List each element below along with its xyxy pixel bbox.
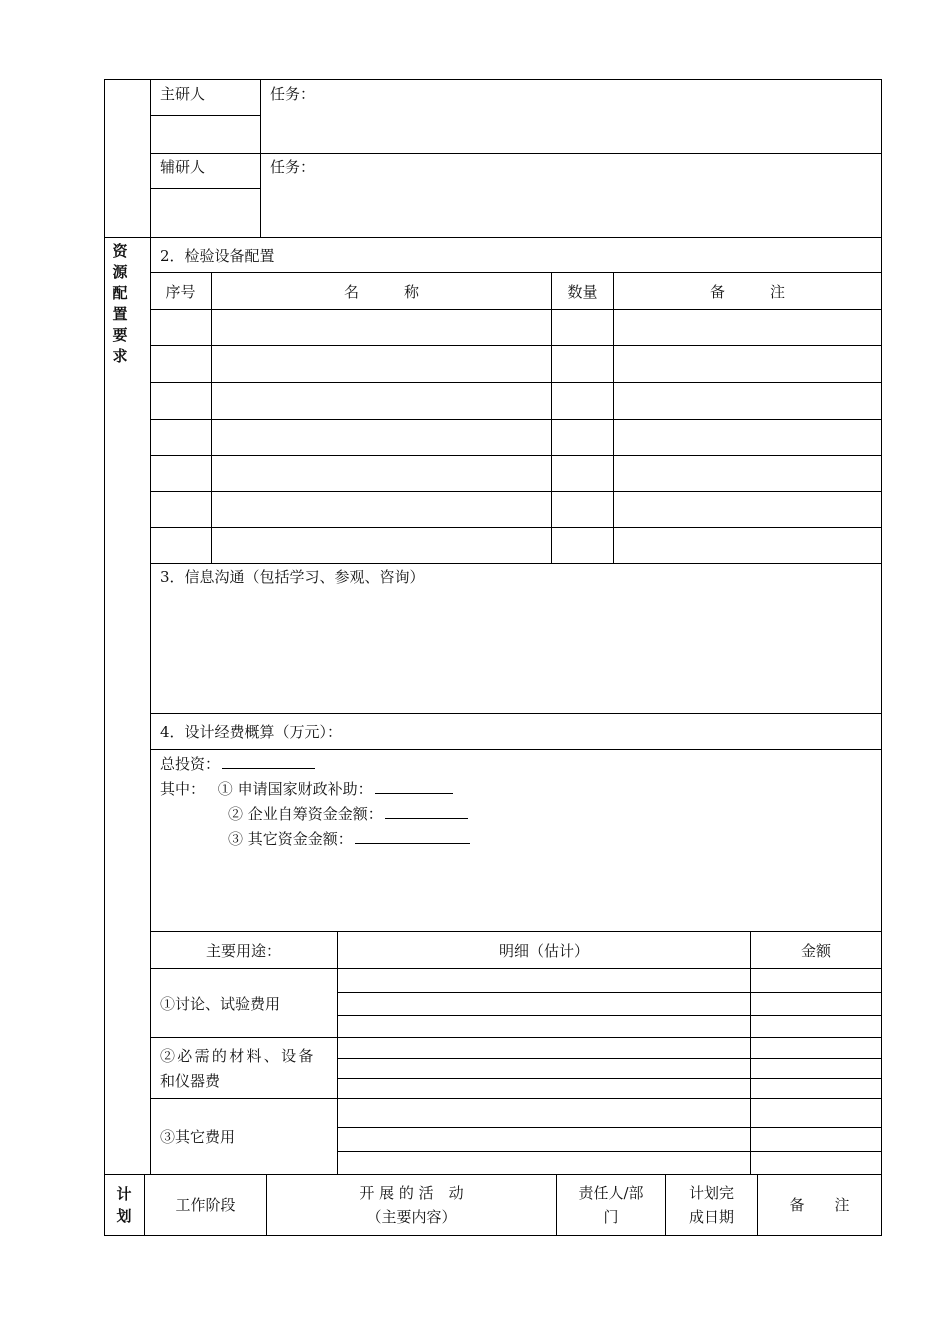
communication-bottom-line: [150, 713, 882, 714]
equipment-row-line: [150, 382, 882, 383]
side-char: 配: [112, 284, 128, 302]
plan-side-char: 计: [116, 1185, 132, 1203]
usage-row-discussion: ①讨论、试验费用: [160, 995, 281, 1013]
usage-col-divider: [337, 931, 338, 1175]
usage-header-line: [150, 968, 882, 969]
usage-top-line: [150, 931, 882, 932]
equipment-row-line: [150, 419, 882, 420]
personnel-divider: [260, 79, 261, 237]
usage-col-divider: [750, 931, 751, 1175]
equipment-header-no: 序号: [165, 283, 196, 301]
usage-group-line: [150, 1037, 882, 1038]
lead-task-label: 任务：: [270, 85, 316, 103]
resource-side-label: [110, 241, 130, 367]
lead-researcher-label: 主研人: [160, 85, 206, 103]
equipment-title-line: [150, 272, 882, 273]
equipment-header-name: 名 称: [343, 283, 419, 301]
communication-section-title: 3．信息沟通（包括学习、参观、咨询）: [160, 568, 425, 586]
equipment-col-divider: [551, 272, 552, 564]
budget-item2-line: [228, 804, 468, 823]
budget-item3-blank[interactable]: [355, 829, 470, 844]
side-char: 要: [112, 326, 128, 344]
equipment-row-line: [150, 455, 882, 456]
usage-subrow-line: [337, 1151, 882, 1152]
outer-bottom-border: [104, 1235, 882, 1236]
budget-item2-blank[interactable]: [385, 804, 468, 819]
equipment-col-divider: [613, 272, 614, 564]
budget-item1-line: [160, 779, 453, 798]
budget-item1-blank[interactable]: [375, 779, 453, 794]
outer-right-border: [881, 79, 882, 1236]
equipment-row-line: [150, 345, 882, 346]
usage-subrow-line: [337, 1015, 882, 1016]
equipment-row-line: [150, 491, 882, 492]
usage-bottom-line: [104, 1174, 882, 1175]
plan-header-note: 备 注: [789, 1196, 850, 1214]
side-char: 置: [112, 305, 128, 323]
usage-row-other: ③其它费用: [160, 1128, 236, 1146]
equipment-header-line: [150, 309, 882, 310]
equipment-header-qty: 数量: [567, 283, 598, 301]
equipment-col-divider: [211, 272, 212, 564]
equipment-header-note: 备 注: [709, 283, 785, 301]
plan-header-activity-line1: 开 展 的 活 动: [359, 1184, 464, 1202]
budget-item1-label: ① 申请国家财政补助：: [217, 780, 373, 798]
outer-top-border: [104, 79, 882, 80]
budget-total-blank[interactable]: [222, 754, 315, 769]
assist-researcher-label: 辅研人: [160, 158, 206, 176]
personnel-mid-line: [150, 153, 882, 154]
usage-header-purpose: 主要用途：: [205, 942, 281, 960]
plan-header-date-line2: 成日期: [688, 1208, 734, 1226]
side-char: 求: [112, 347, 128, 365]
budget-section-title: 4．设计经费概算（万元）：: [160, 723, 343, 741]
plan-header-activity-line2: （主要内容）: [366, 1208, 457, 1226]
assist-label-underline: [150, 188, 261, 189]
side-column-divider: [150, 79, 151, 1175]
equipment-row-line: [150, 527, 882, 528]
outer-left-border: [104, 79, 105, 1236]
usage-row-materials-line2: 和仪器费: [160, 1072, 221, 1090]
usage-group-line: [150, 1098, 882, 1099]
side-char: 资: [112, 242, 128, 260]
plan-header-owner-line1: 责任人/部: [578, 1184, 644, 1202]
usage-header-detail: 明细（估计）: [498, 942, 589, 960]
budget-item3-label: ③ 其它资金金额：: [228, 830, 353, 848]
plan-header-owner-line2: 门: [603, 1208, 619, 1226]
assist-task-label: 任务：: [270, 158, 316, 176]
plan-side-char: 划: [116, 1207, 132, 1225]
budget-title-line: [150, 749, 882, 750]
budget-total-line: [160, 754, 315, 773]
budget-item2-label: ② 企业自筹资金金额：: [228, 805, 383, 823]
usage-row-materials-line1: ②必需的材料、设备: [160, 1047, 316, 1065]
lead-label-underline: [150, 115, 261, 116]
personnel-bottom-line: [104, 237, 882, 238]
plan-header-date-line1: 计划完: [688, 1184, 734, 1202]
side-char: 源: [112, 263, 128, 281]
plan-header-stage: 工作阶段: [175, 1196, 236, 1214]
budget-item3-line: [228, 829, 470, 848]
equipment-section-title: 2．检验设备配置: [160, 247, 275, 265]
usage-subrow-line: [337, 992, 882, 993]
usage-subrow-line: [337, 1058, 882, 1059]
budget-of-which-label: 其中：: [160, 780, 206, 798]
usage-header-amount: 金额: [800, 942, 831, 960]
plan-side-label: [114, 1183, 134, 1227]
usage-subrow-line: [337, 1078, 882, 1079]
usage-subrow-line: [337, 1127, 882, 1128]
equipment-bottom-line: [150, 563, 882, 564]
budget-total-label: 总投资：: [160, 755, 221, 773]
